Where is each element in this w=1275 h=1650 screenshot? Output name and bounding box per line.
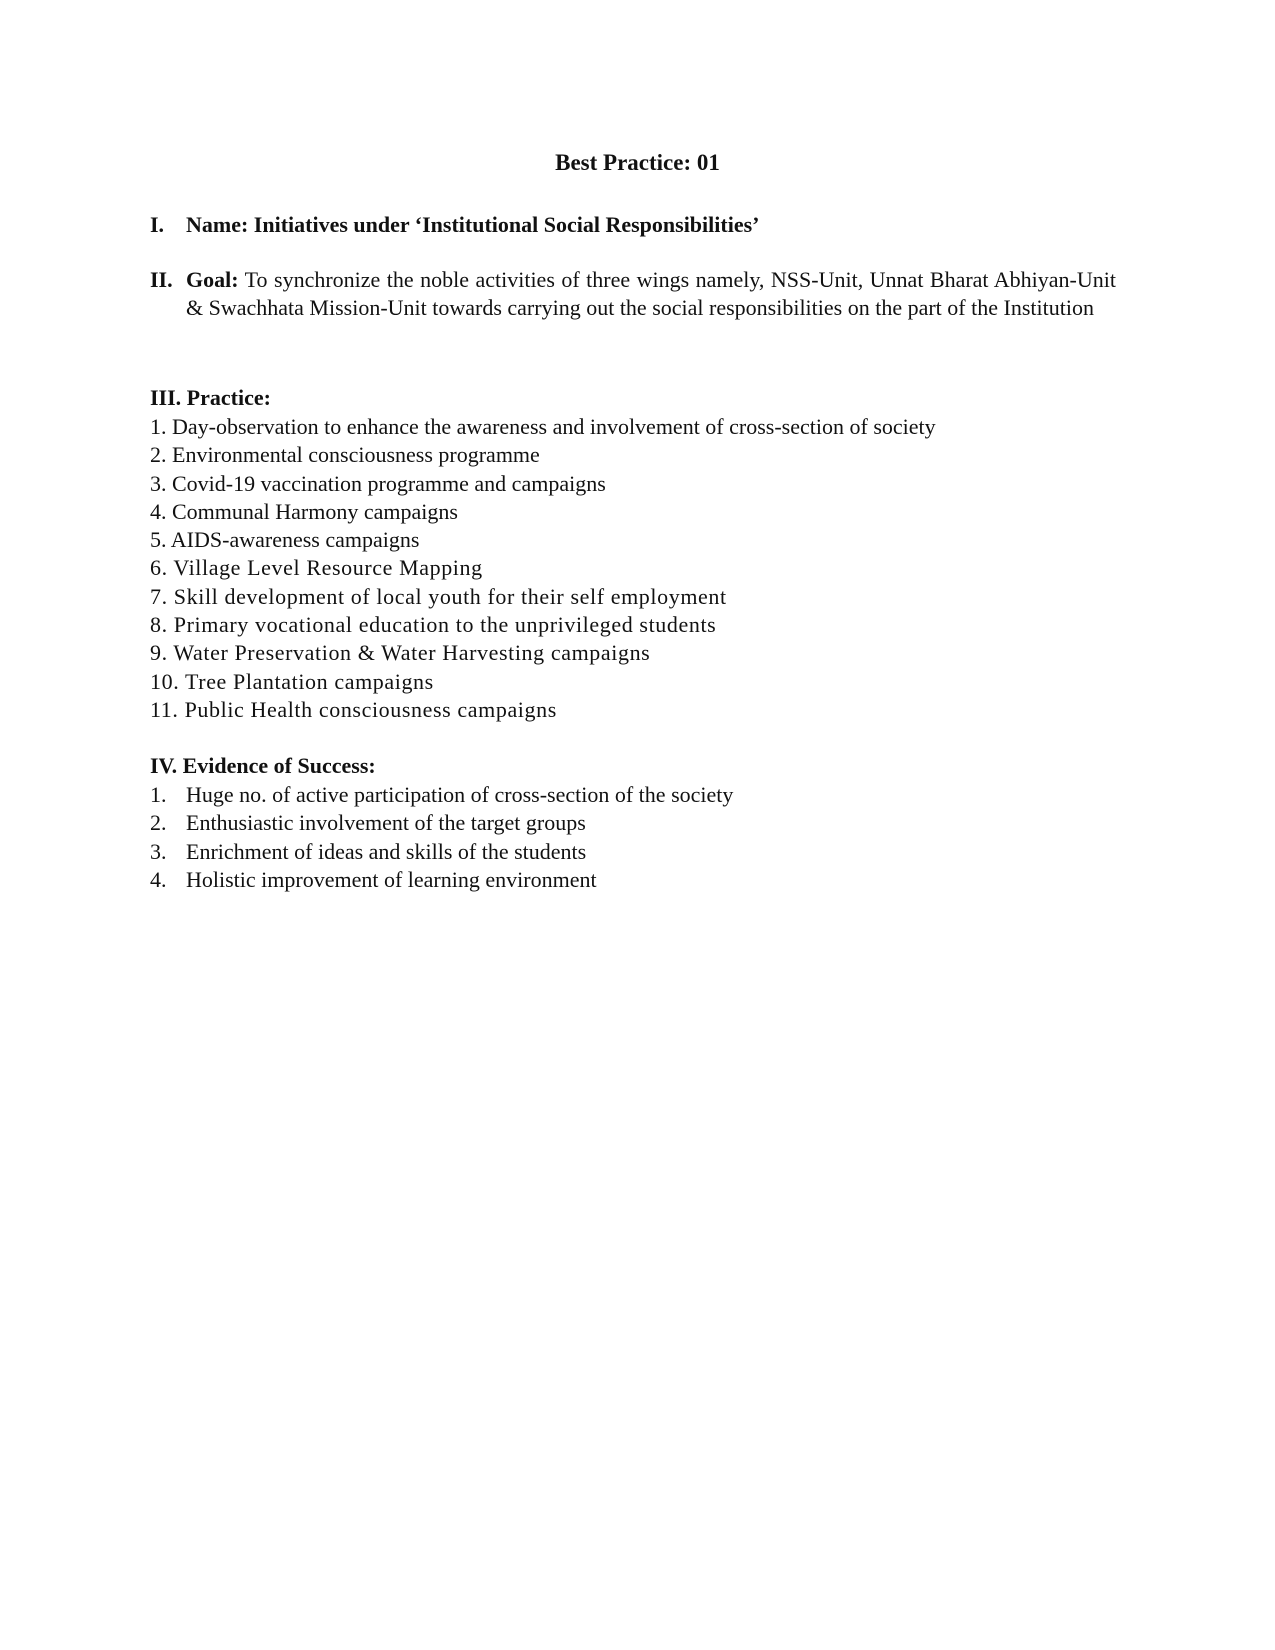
section-goal-paragraph (186, 266, 1116, 322)
section-name-text: Name: Initiatives under ‘Institutional Social Responsibilities’ (186, 212, 760, 237)
section-evidence-heading: IV. Evidence of Success: (150, 753, 376, 778)
evidence-item-number: 1. (150, 782, 167, 807)
evidence-item-number: 4. (150, 866, 167, 892)
practice-item: 6. Village Level Resource Mapping (150, 555, 483, 581)
evidence-item-text: Holistic improvement of learning environment (186, 866, 597, 892)
practice-item: 8. Primary vocational education to the unprivileged students (150, 612, 717, 638)
evidence-item (150, 809, 733, 837)
evidence-item-text: Huge no. of active participation of cross-section of the society (186, 782, 734, 807)
practice-item: 2. Environmental consciousness programme (150, 442, 540, 468)
practice-list (150, 413, 936, 724)
document-title: Best Practice: 01 (555, 150, 720, 175)
practice-item: 7. Skill development of local youth for their self employment (150, 583, 727, 609)
practice-item: 9. Water Preservation & Water Harvesting campaigns (150, 640, 651, 666)
practice-item: 4. Communal Harmony campaigns (150, 498, 458, 524)
section-goal-numeral: II. (150, 267, 173, 292)
evidence-item-text: Enthusiastic involvement of the target groups (186, 810, 586, 836)
practice-item: 11. Public Health consciousness campaigns (150, 696, 557, 722)
practice-item: 10. Tree Plantation campaigns (150, 668, 434, 694)
evidence-item (150, 838, 733, 866)
evidence-list (150, 781, 733, 894)
evidence-item-number: 3. (150, 838, 167, 864)
evidence-item-text: Enrichment of ideas and skills of the students (186, 838, 587, 864)
section-practice-heading: III. Practice: (150, 385, 271, 410)
practice-item: 3. Covid-19 vaccination programme and campaigns (150, 470, 606, 496)
practice-item: 1. Day-observation to enhance the awareness and involvement of cross-section of society (150, 414, 936, 439)
section-name-numeral: I. (150, 212, 165, 237)
evidence-item (150, 866, 733, 894)
evidence-item-number: 2. (150, 810, 167, 836)
section-goal-label: Goal: (186, 267, 239, 292)
practice-item: 5. AIDS-awareness campaigns (150, 527, 420, 553)
section-goal-text: To synchronize the noble activities of three wings namely, NSS-Unit, Unnat Bharat Abhiyan-Unit & Swachhata Mission-Unit towards carrying out the social responsibilities on the part of the Institution (186, 267, 1116, 320)
evidence-item (150, 781, 733, 809)
